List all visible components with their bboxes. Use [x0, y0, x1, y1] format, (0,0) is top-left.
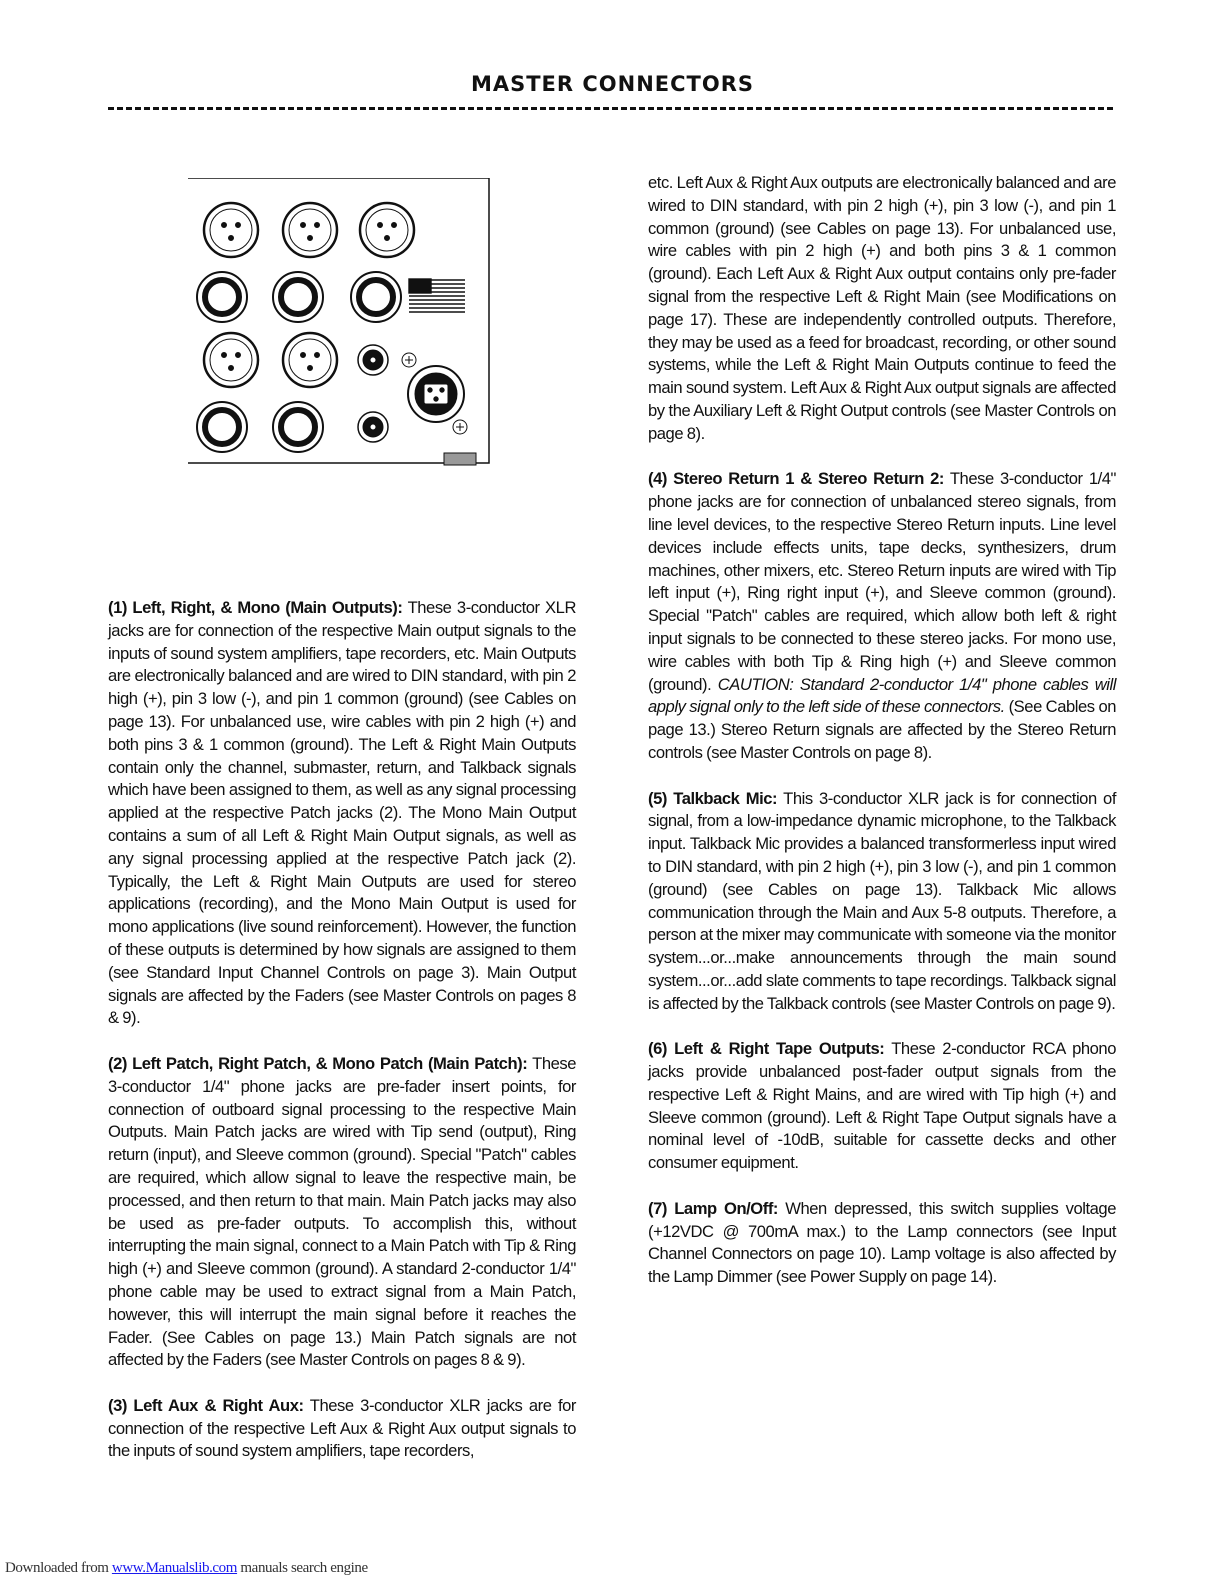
xlr-left-aux-output	[204, 333, 258, 387]
plus-icon	[453, 420, 467, 434]
manualslib-link[interactable]: www.Manualslib.com	[111, 1560, 238, 1576]
rca-right-tape-output	[358, 412, 388, 442]
phone-jack-right-patch	[273, 272, 323, 322]
body-main-outputs: These 3-conductor XLR jacks are for connection of the respective Main output signals to the inputs of sound system amplifiers, tape recorders, etc. Main Outputs are electronically balanced and are wired to DIN standard, with pin 2 high (+), pin 3 low (-), and pin 1 common (ground) (see Cables on page 13). For unbalanced use, wire cables with pin 2 high (+) and both pins 3 & 1 common (ground). The Left & Right Main Outputs contain only the channel, submaster, return, and Talkback signals which have been assigned to them, as well as any signal processing applied at the respective Patch jacks (2). The Mono Main Output contains a sum of all Left & Right Main Output signals, as well as any signal processing applied at the respective Patch jack (2). Typically, the Left & Right Main Outputs are used for stereo applications (recording), and the Mono Main Output is used for mono applications (live sound reinforcement). However, the function of these outputs is determined by how signals are assigned to them (see Standard Input Channel Controls on page 3). Main Output signals are affected by the Faders (see Master Controls on pages 8 & 9).	[108, 598, 576, 1028]
xlr-right-aux-output	[283, 333, 337, 387]
paragraph-main-patch	[108, 1053, 576, 1372]
phone-jack-stereo-return-1	[197, 402, 247, 452]
xlr-mono-main-output	[360, 203, 414, 257]
paragraph-stereo-return	[648, 468, 1116, 764]
body-lamp-on-off: When depressed, this switch supplies voltage (+12VDC @ 700mA max.) to the Lamp connectors (see Input Channel Connectors on page 10). Lamp voltage is also affected by the Lamp Dimmer (see Power Supply on page 14).	[648, 1198, 1116, 1287]
paragraph-tape-outputs	[648, 1038, 1116, 1175]
flag-icon	[409, 279, 465, 312]
phone-jack-mono-patch	[351, 272, 401, 322]
body-stereo-return-after: (See Cables on page 13.) Stereo Return signals are affected by the Stereo Return controls (see Master Controls on page 8).	[648, 697, 1116, 762]
title-divider	[108, 107, 1113, 110]
xlr-talkback-mic	[408, 366, 464, 422]
heading-left-right-aux: (3) Left Aux & Right Aux:	[108, 1395, 304, 1415]
right-text-column	[648, 172, 1116, 1312]
heading-main-patch: (2) Left Patch, Right Patch, & Mono Patch (Main Patch):	[108, 1053, 528, 1073]
connector-panel-figure	[188, 178, 498, 474]
paragraph-main-outputs	[108, 597, 576, 1030]
heading-main-outputs: (1) Left, Right, & Mono (Main Outputs):	[108, 598, 403, 617]
download-footer	[5, 1560, 368, 1577]
heading-talkback-mic: (5) Talkback Mic:	[648, 788, 778, 808]
paragraph-talkback-mic	[648, 788, 1116, 1016]
footer-prefix: Downloaded from	[5, 1560, 112, 1576]
footer-suffix: manuals search engine	[237, 1560, 368, 1576]
body-main-patch: These 3-conductor 1/4" phone jacks are pre-fader insert points, for connection of outboard signal processing to the respective Main Outputs. Main Patch jacks are wired with Tip send (output), Ring return (input), and Sleeve common (ground). Special "Patch" cables are required, which allow signal to leave the respective main, be processed, and then return to that main. Main Patch jacks may also be used as pre-fader outputs. To accomplish this, without interrupting the main signal, connect to a Main Patch with Tip & Ring high (+) and Sleeve common (ground). A standard 2-conductor 1/4" phone cable may be used to extract signal from a Main Patch, however, this will interrupt the main signal before it reaches the Fader. (See Cables on page 13.) Main Patch signals are not affected by the Faders (see Master Controls on pages 8 & 9).	[108, 1053, 576, 1370]
paragraph-left-right-aux-continued	[648, 172, 1116, 446]
page-title: MASTER CONNECTORS	[470, 72, 755, 96]
body-tape-outputs: These 2-conductor RCA phono jacks provide unbalanced post-fader output signals from the respective Left & Right Mains, and are wired with Tip high (+) and Sleeve common (ground). Left & Right Tape Output signals have a nominal level of -10dB, suitable for cassette decks and other consumer equipment.	[648, 1039, 1116, 1173]
paragraph-left-right-aux	[108, 1395, 576, 1463]
body-left-right-aux: These 3-conductor XLR jacks are for connection of the respective Left Aux & Right Aux output signals to the inputs of sound system amplifiers, tape recorders,	[108, 1395, 576, 1461]
paragraph-lamp-on-off	[648, 1198, 1116, 1289]
heading-stereo-return: (4) Stereo Return 1 & Stereo Return 2:	[648, 469, 944, 489]
xlr-right-main-output	[283, 203, 337, 257]
body-stereo-return: These 3-conductor 1/4" phone jacks are for connection of unbalanced stereo signals, from line level devices, to the respective Stereo Return inputs. Line level devices include effects units, tape decks, synthesizers, drum machines, other mixers, etc. Stereo Return inputs are wired with Tip left input (+), Ring right input (+), and Sleeve common (ground). Special "Patch" cables are required, which allow both left & right input signals to be connected to these stereo jacks. For mono use, wire cables with both Tip & Ring high (+) and Sleeve common (ground).	[648, 469, 1116, 694]
body-talkback-mic: This 3-conductor XLR jack is for connection of signal, from a low-impedance dynamic microphone, to the Talkback input. Talkback Mic provides a balanced transformerless input wired to DIN standard, with pin 2 high (+), pin 3 low (-), and pin 1 common (ground) (see Cables on page 13). Talkback Mic allows communication through the Main and Aux 5-8 outputs. Therefore, a person at the mixer may communicate with someone via the monitor system...or...make announcements through the main sound system...or...add slate comments to tape recordings. Talkback signal is affected by the Talkback controls (see Master Controls on page 9).	[648, 788, 1116, 1013]
left-text-column	[108, 597, 576, 1486]
phone-jack-left-patch	[197, 272, 247, 322]
caution-note: CAUTION: Standard 2-conductor 1/4" phone cables will apply signal only to the left side of these connectors.	[648, 674, 1116, 717]
heading-lamp-on-off: (7) Lamp On/Off:	[648, 1198, 778, 1218]
rca-left-tape-output	[358, 345, 388, 375]
xlr-left-main-output	[204, 203, 258, 257]
phone-jack-stereo-return-2	[273, 402, 323, 452]
body-left-right-aux-continued: etc. Left Aux & Right Aux outputs are electronically balanced and are wired to DIN standard, with pin 2 high (+), pin 3 low (-), and pin 1 common (ground) (see Cables on page 13). For unbalanced use, wire cables with pin 2 high (+) and both pins 3 & 1 common (ground). Each Left Aux & Right Aux output contains only pre-fader signal from the respective Left & Right Main (see Modifications on page 17). These are independently controlled outputs. Therefore, they may be used as a feed for broadcast, recording, or other sound systems, while the Left & Right Main Outputs continue to feed the main sound system. Left Aux & Right Aux output signals are affected by the Auxiliary Left & Right Output controls (see Master Controls on page 8).	[648, 173, 1116, 443]
heading-tape-outputs: (6) Left & Right Tape Outputs:	[648, 1039, 885, 1059]
plus-icon	[402, 353, 416, 367]
